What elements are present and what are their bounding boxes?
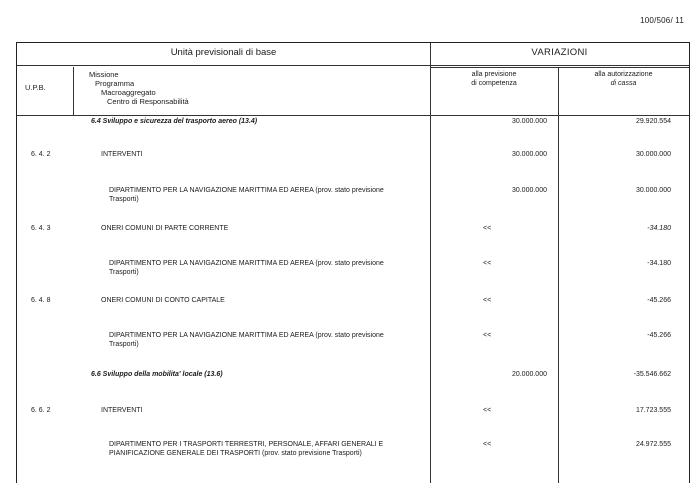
- header-hierarchy: [89, 70, 189, 106]
- row-cassa: -45.266: [647, 297, 671, 304]
- row-cassa: 24.972.555: [635, 441, 671, 448]
- header-competenza-line2: di competenza: [471, 79, 517, 87]
- column-divider: [73, 67, 74, 115]
- header-bottom-line: [17, 115, 689, 116]
- row-desc: 6.6 Sviluppo della mobilita' locale (13.6): [91, 371, 223, 378]
- row-desc: DIPARTIMENTO PER I TRASPORTI TERRESTRI, PERSONALE, AFFARI GENERALI E PIANIFICAZIONE GENERALE DEI TRASPORTI (prov. stato previsione Trasporti): [109, 441, 384, 457]
- header-competenza-line1: alla previsione: [471, 71, 517, 78]
- row-competenza: <<: [483, 441, 492, 448]
- header-cassa: [558, 71, 689, 88]
- header-upb: U.P.B.: [25, 83, 46, 92]
- row-cassa: 29.920.554: [635, 118, 671, 125]
- column-divider: [558, 67, 559, 483]
- row-competenza: <<: [483, 407, 492, 414]
- row-competenza: 30.000.000: [511, 118, 547, 125]
- header-cassa-line1: alla autorizzazione: [594, 71, 653, 78]
- row-competenza: <<: [483, 297, 492, 304]
- row-upb: 6. 4. 3: [31, 225, 51, 232]
- row-upb: 6. 4. 8: [31, 297, 51, 304]
- row-competenza: 20.000.000: [511, 371, 547, 378]
- budget-table: [16, 42, 690, 483]
- row-cassa: -45.266: [647, 332, 671, 339]
- row-competenza: <<: [483, 332, 492, 339]
- row-cassa: -35.546.662: [633, 371, 671, 378]
- row-desc: INTERVENTI: [101, 407, 143, 414]
- header-macroaggregato: Macroaggregato: [101, 88, 156, 97]
- column-divider: [430, 43, 431, 483]
- row-desc: DIPARTIMENTO PER LA NAVIGAZIONE MARITTIMA ED AEREA (prov. stato previsione Trasporti): [109, 260, 384, 276]
- row-upb: 6. 6. 2: [31, 407, 51, 414]
- row-desc: INTERVENTI: [101, 151, 143, 158]
- row-cassa: 30.000.000: [635, 151, 671, 158]
- row-desc: ONERI COMUNI DI CONTO CAPITALE: [101, 297, 225, 304]
- row-desc: 6.4 Sviluppo e sicurezza del trasporto aereo (13.4): [91, 118, 258, 125]
- header-programma: Programma: [95, 79, 135, 88]
- row-cassa: -34.180: [647, 225, 671, 232]
- header-divider: [430, 67, 689, 68]
- header-centro: Centro di Responsabilità: [107, 97, 189, 106]
- row-desc: DIPARTIMENTO PER LA NAVIGAZIONE MARITTIMA ED AEREA (prov. stato previsione Trasporti): [109, 187, 384, 203]
- header-divider: [17, 65, 689, 66]
- row-upb: 6. 4. 2: [31, 151, 51, 158]
- row-cassa: 30.000.000: [635, 187, 671, 194]
- row-competenza: <<: [483, 260, 492, 267]
- row-competenza: 30.000.000: [511, 151, 547, 158]
- header-competenza: [430, 71, 558, 88]
- row-competenza: <<: [483, 225, 492, 232]
- row-cassa: 17.723.555: [635, 407, 671, 414]
- row-desc: DIPARTIMENTO PER LA NAVIGAZIONE MARITTIMA ED AEREA (prov. stato previsione Trasporti): [109, 332, 384, 348]
- row-competenza: 30.000.000: [511, 187, 547, 194]
- header-cassa-line2: di cassa: [610, 79, 637, 87]
- header-variazioni: VARIAZIONI: [531, 47, 588, 58]
- row-desc: ONERI COMUNI DI PARTE CORRENTE: [101, 225, 229, 232]
- header-missione: Missione: [89, 70, 119, 79]
- page-reference: 100/506/ 11: [640, 16, 684, 25]
- header-unita: Unità previsionali di base: [170, 47, 277, 58]
- row-cassa: -34.180: [647, 260, 671, 267]
